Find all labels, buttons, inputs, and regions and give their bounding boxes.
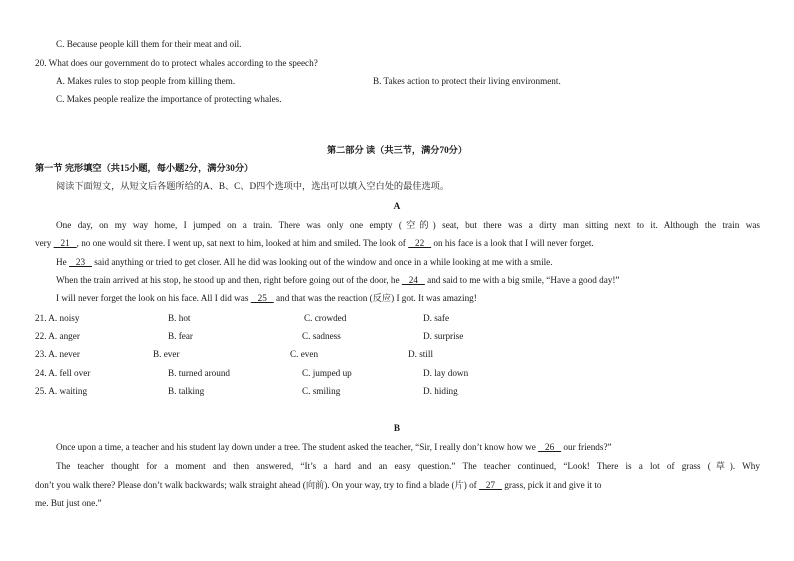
q20-option-a: A. Makes rules to stop people from killing them. (56, 76, 236, 86)
passage-b-p2-line3: me. But just one.” (35, 498, 102, 508)
text-segment: and that was the reaction (反应) I got. It was amazing! (273, 293, 477, 303)
option-row-25-b: B. talking (168, 386, 205, 396)
text-segment: grass, pick it and give it to (502, 480, 602, 490)
option-row-21-d: D. safe (423, 313, 450, 323)
text-segment: our friends?” (561, 442, 612, 452)
text-segment: very (35, 238, 54, 248)
section1-instruction: 阅读下面短文，从短文后各题所给的A、B、C、D四个选项中，选出可以填入空白处的最佳选项。 (56, 181, 450, 191)
option-row-23-c: C. even (290, 349, 319, 359)
option-row-22-c: C. sadness (302, 331, 341, 341)
q20-option-b: B. Takes action to protect their living environment. (373, 76, 561, 86)
passage-b-p2-line1: The teacher thought for a moment and then answered, “It’s a hard and an easy question.” The teacher continued, “Look! There is a lot of grass (草). Why (56, 461, 760, 471)
blank-24: 24 (401, 275, 425, 285)
option-row-22-a: 22. A. anger (35, 331, 80, 341)
q20-option-c: C. Makes people realize the importance of protecting whales. (56, 94, 282, 104)
option-row-23-b: B. ever (153, 349, 180, 359)
option-row-21-c: C. crowded (304, 313, 347, 323)
blank-27: 27 (479, 480, 502, 490)
text-segment: When the train arrived at his stop, he stood up and then, right before going out of the door, he (56, 275, 402, 285)
blank-23: 23 (69, 257, 92, 267)
text-segment: , no one would sit there. I went up, sat next to him, looked at him and smiled. The look of (76, 238, 409, 248)
option-row-25-d: D. hiding (423, 386, 458, 396)
option-row-24-c: C. jumped up (302, 368, 352, 378)
section1-heading: 第一节 完形填空（共15小题，每小题2分，满分30分） (35, 163, 254, 173)
passage-b-p1 (56, 443, 612, 452)
option-row-24-d: D. lay down (423, 368, 469, 378)
passage-a-p4 (56, 294, 477, 303)
text-segment: and said to me with a big smile, “Have a good day!” (424, 275, 620, 285)
text-segment: He (56, 257, 70, 267)
option-row-21-a: 21. A. noisy (35, 313, 80, 323)
option-row-24-b: B. turned around (168, 368, 231, 378)
option-row-23-a: 23. A. never (35, 349, 80, 359)
text-segment: Once upon a time, a teacher and his student lay down under a tree. The student asked the teacher, “Sir, I really don’t know how we (56, 442, 539, 452)
option-row-23-d: D. still (408, 349, 434, 359)
passage-a-p2 (56, 258, 553, 267)
passage-b-p2-line2 (35, 481, 602, 490)
option-row-24-a: 24. A. fell over (35, 368, 91, 378)
option-row-25-c: C. smiling (302, 386, 341, 396)
passage-a-p3 (56, 276, 620, 285)
option-row-22-d: D. surprise (423, 331, 464, 341)
text-segment: on his face is a look that I will never forget. (431, 238, 594, 248)
blank-22: 22 (408, 238, 432, 248)
passage-b-label: B (393, 423, 401, 433)
option-row-22-b: B. fear (168, 331, 193, 341)
q20-stem: 20. What does our government do to protect whales according to the speech? (35, 58, 318, 68)
passage-a-p1-line2 (35, 239, 594, 248)
q19-option-c: C. Because people kill them for their meat and oil. (56, 39, 242, 49)
text-segment: said anything or tried to get closer. All he did was looking out of the window and once in a while looking at me with a smile. (91, 257, 553, 267)
option-row-21-b: B. hot (168, 313, 191, 323)
text-segment: I will never forget the look on his face. All I did was (56, 293, 251, 303)
option-row-25-a: 25. A. waiting (35, 386, 88, 396)
part2-title: 第二部分 读（共三节，满分70分） (326, 145, 468, 155)
blank-21: 21 (53, 238, 77, 248)
passage-a-label: A (393, 201, 401, 211)
blank-26: 26 (538, 442, 562, 452)
passage-a-p1-line1: One day, on my way home, I jumped on a train. There was only one empty (空的) seat, but there was a dirty man sitting next to it. Although the train was (56, 220, 760, 230)
blank-25: 25 (250, 293, 274, 303)
text-segment: don’t you walk there? Please don’t walk backwards; walk straight ahead (向前). On your way, try to find a blade (片) of (35, 480, 480, 490)
